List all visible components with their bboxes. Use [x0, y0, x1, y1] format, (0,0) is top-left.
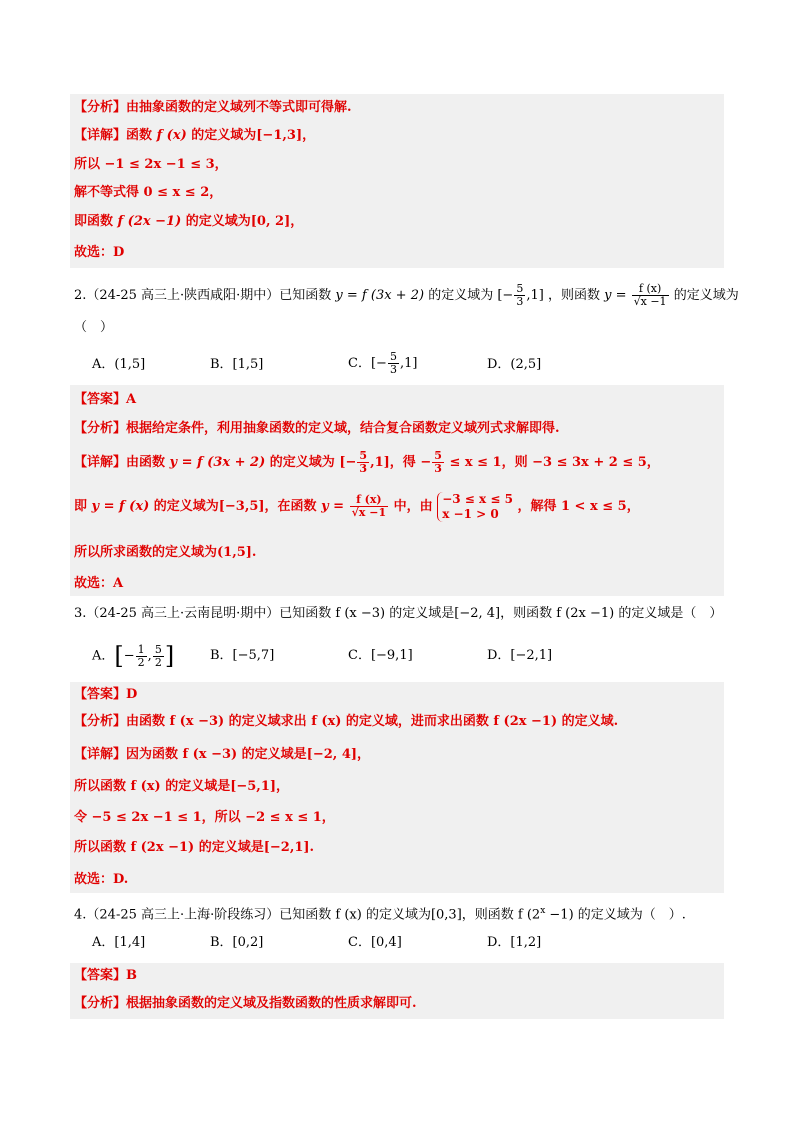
q3-analysis: 【分析】由函数 f (x −3) 的定义域求出 f (x) 的定义域，进而求出函数 f (2x −1) 的定义域. — [74, 714, 619, 729]
q3-option-a[interactable]: A．[− $\frac{1}{2}$ , $\frac{5}{2}$ ] — [92, 642, 175, 670]
q3-answer: 【答案】D — [74, 687, 138, 702]
q3-step-4: 所以函数 f (2x −1) 的定义域是[−2,1]. — [74, 840, 315, 855]
q3-step-3: 令 −5 ≤ 2x −1 ≤ 1，所以 −2 ≤ x ≤ 1， — [74, 810, 335, 825]
q3-option-b[interactable]: B．[−5,7] — [210, 648, 275, 663]
q2-answer: 【答案】A — [74, 392, 137, 407]
q1-step-4: 即函数 f (2x −1) 的定义域为[0, 2]， — [74, 214, 304, 229]
q1-detail: 【详解】函数 f (x) 的定义域为[−1,3]， — [74, 128, 316, 143]
fraction: $\frac{5}{3}$ — [516, 282, 524, 308]
solution-panel-1 — [70, 94, 724, 268]
q2-option-d[interactable]: D．(2,5] — [487, 357, 542, 372]
q4-stem: 4.（24-25 高三上·上海·阶段练习）已知函数 f (x) 的定义域为[0,3]，则函数 f $(2^x -1)$ 的定义域为（ ）. — [74, 906, 686, 923]
q3-stem: 3.（24-25 高三上·云南昆明·期中）已知函数 f (x −3) 的定义域是[−2, 4]，则函数 f (2x −1) 的定义域是（ ） — [74, 606, 723, 621]
q3-option-d[interactable]: D．[−2,1] — [487, 648, 553, 663]
q2-step-2: 即 y = f (x) 的定义域为[−3,5]，在函数 y = $\frac{f (x)}{√x -1}$ 中，由 −3 ≤ x ≤ 5 x −1 > 0 ，解得 1 < x ≤ 5， — [74, 491, 640, 521]
q2-choice: 故选：A — [74, 576, 124, 591]
q1-analysis: 【分析】由抽象函数的定义域列不等式即可得解. — [74, 100, 352, 115]
inequality-system: −3 ≤ x ≤ 5 x −1 > 0 — [437, 492, 513, 522]
fraction: $\frac{5}{2}$ — [154, 642, 162, 669]
q3-choice: 故选：D. — [74, 872, 129, 887]
q4-answer: 【答案】B — [74, 968, 137, 983]
q2-paren: （ ） — [74, 320, 114, 335]
q2-analysis: 【分析】根据给定条件，利用抽象函数的定义域，结合复合函数定义域列式求解即得. — [74, 421, 560, 436]
q2-option-c[interactable]: C．[− $\frac{5}{3}$ ,1] — [348, 350, 418, 376]
q2-step-3: 所以所求函数的定义域为(1,5]. — [74, 545, 257, 560]
fraction: $\frac{5}{3}$ — [359, 449, 368, 475]
q1-step-3: 解不等式得 0 ≤ x ≤ 2， — [74, 185, 223, 200]
q1-choice: 故选：D — [74, 245, 125, 260]
fraction: $\frac{f (x)}{√x -1}$ — [633, 282, 667, 308]
q3-step-2: 所以函数 f (x) 的定义域是[−5,1]， — [74, 779, 290, 794]
q2-option-a[interactable]: A．(1,5] — [92, 357, 146, 372]
q1-step-2: 所以 −1 ≤ 2x −1 ≤ 3， — [74, 157, 228, 172]
q4-option-b[interactable]: B．[0,2] — [210, 935, 264, 950]
q2-detail: 【详解】由函数 y = f (3x + 2) 的定义域为 [− $\frac{5}{3}$ ,1]，得 − $\frac{5}{3}$ ≤ x ≤ 1，则 −3 ≤ 3x + 2 ≤ 5， — [74, 449, 660, 475]
q3-detail: 【详解】因为函数 f (x −3) 的定义域是[−2, 4]， — [74, 747, 371, 762]
q4-option-d[interactable]: D．[1,2] — [487, 935, 542, 950]
q4-analysis: 【分析】根据抽象函数的定义域及指数函数的性质求解即可. — [74, 996, 417, 1011]
fraction: $\frac{f (x)}{√x -1}$ — [351, 493, 387, 519]
q2-stem: 2.（24-25 高三上·陕西咸阳·期中）已知函数 y = f (3x + 2) 的定义域为 [− $\frac{5}{3}$ ,1] ，则函数 y = $\frac{f (x)}{√x -1}$ 的定义域为 — [74, 282, 739, 308]
fraction: $\frac{1}{2}$ — [137, 642, 145, 669]
q4-option-a[interactable]: A．[1,4] — [92, 935, 146, 950]
q2-option-b[interactable]: B．[1,5] — [210, 357, 264, 372]
fraction: $\frac{5}{3}$ — [389, 350, 397, 376]
q3-option-c[interactable]: C．[−9,1] — [348, 648, 413, 663]
fraction: $\frac{5}{3}$ — [434, 449, 442, 475]
q4-option-c[interactable]: C．[0,4] — [348, 935, 402, 950]
